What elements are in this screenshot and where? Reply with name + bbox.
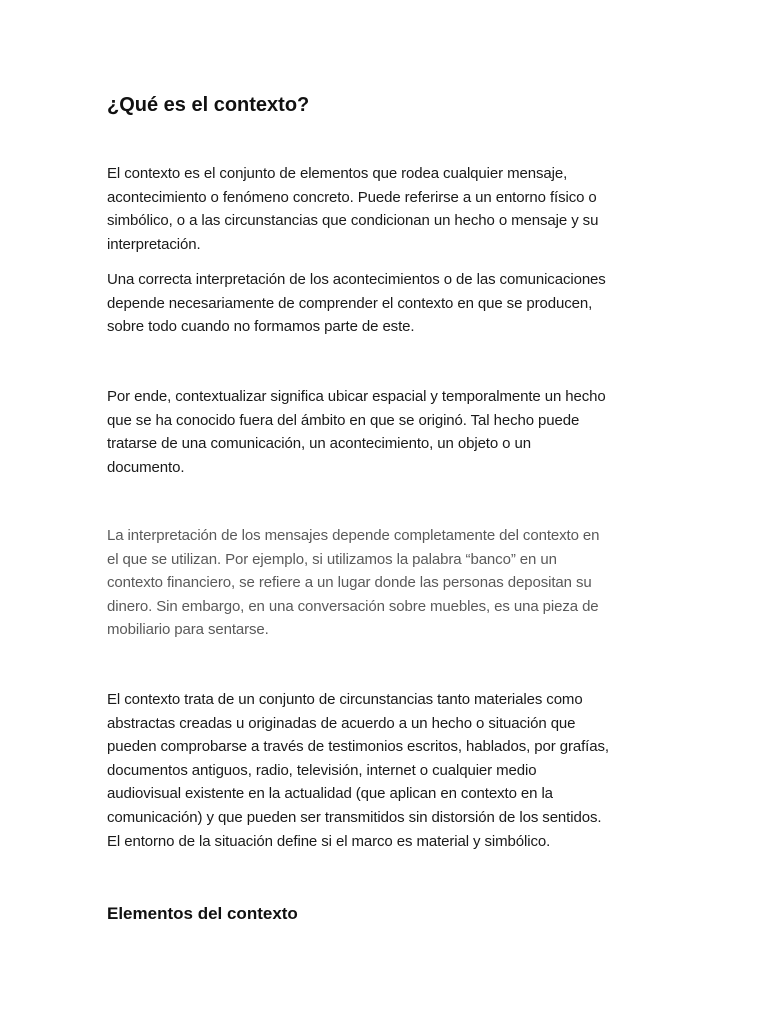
paragraph-line: Por ende, contextualizar significa ubicar espacial y temporalmente un hecho bbox=[107, 388, 606, 405]
paragraph-circumstances bbox=[107, 688, 667, 853]
paragraph-interpretation bbox=[107, 268, 667, 339]
paragraph-line: sobre todo cuando no formamos parte de este. bbox=[107, 318, 415, 336]
paragraph-contextualize bbox=[107, 385, 667, 479]
paragraph-line: depende necesariamente de comprender el contexto en que se producen, bbox=[107, 294, 593, 312]
paragraph-definition bbox=[107, 162, 667, 256]
paragraph-line: pueden comprobarse a través de testimonios escritos, hablados, por grafías, bbox=[107, 738, 609, 756]
paragraph-line: dinero. Sin embargo, en una conversación sobre muebles, es una pieza de bbox=[107, 597, 599, 615]
paragraph-line: el que se utilizan. Por ejemplo, si utilizamos la palabra “banco” en un bbox=[107, 550, 557, 568]
paragraph-line: acontecimiento o fenómeno concreto. Puede referirse a un entorno físico o bbox=[107, 188, 597, 206]
paragraph-line: El contexto es el conjunto de elementos que rodea cualquier mensaje, bbox=[107, 165, 568, 182]
paragraph-line: documentos antiguos, radio, televisión, internet o cualquier medio bbox=[107, 761, 537, 779]
paragraph-line: interpretación. bbox=[107, 235, 201, 253]
paragraph-line: simbólico, o a las circunstancias que condicionan un hecho o mensaje y su bbox=[107, 212, 599, 230]
paragraph-line: audiovisual existente en la actualidad (que aplican en contexto en la bbox=[107, 785, 553, 803]
paragraph-line: comunicación) y que pueden ser transmitidos sin distorsión de los sentidos. bbox=[107, 808, 602, 826]
paragraph-line: contexto financiero, se refiere a un lugar donde las personas depositan su bbox=[107, 574, 592, 592]
paragraph-line: mobiliario para sentarse. bbox=[107, 621, 269, 639]
paragraph-line: tratarse de una comunicación, un acontecimiento, un objeto o un bbox=[107, 435, 531, 453]
paragraph-line: abstractas creadas u originadas de acuerdo a un hecho o situación que bbox=[107, 714, 576, 732]
paragraph-line: La interpretación de los mensajes depende completamente del contexto en bbox=[107, 527, 600, 544]
paragraph-line: El entorno de la situación define si el marco es material y simbólico. bbox=[107, 832, 551, 850]
paragraph-example bbox=[107, 524, 667, 642]
section-heading: Elementos del contexto bbox=[107, 904, 298, 923]
page-title: ¿Qué es el contexto? bbox=[107, 94, 310, 116]
paragraph-line: documento. bbox=[107, 458, 185, 476]
paragraph-line: que se ha conocido fuera del ámbito en que se originó. Tal hecho puede bbox=[107, 411, 580, 429]
paragraph-line: Una correcta interpretación de los acontecimientos o de las comunicaciones bbox=[107, 271, 606, 288]
paragraph-line: El contexto trata de un conjunto de circunstancias tanto materiales como bbox=[107, 691, 583, 708]
